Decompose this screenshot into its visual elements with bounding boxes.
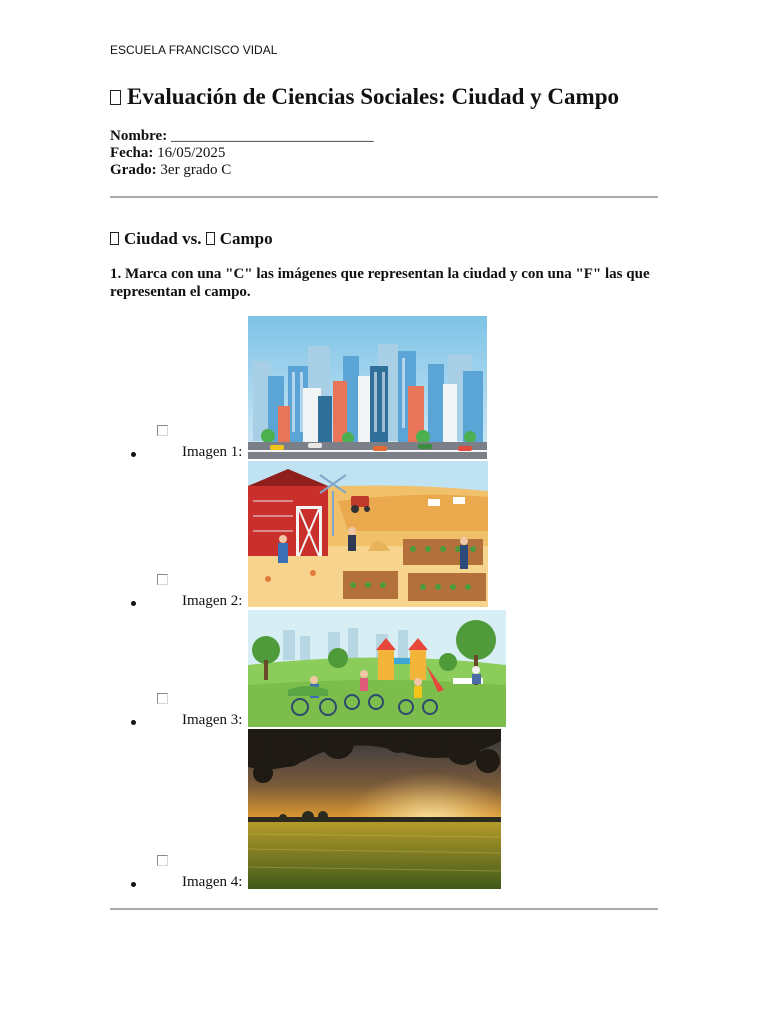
bullet	[131, 601, 136, 606]
divider-bottom	[110, 908, 658, 910]
answer-checkbox[interactable]	[157, 425, 168, 436]
question-text: 1. Marca con una "C" las imágenes que representan la ciudad y con una "F" las que representan el campo.	[110, 266, 650, 300]
answer-checkbox[interactable]	[157, 693, 168, 704]
section-part2: Campo	[219, 229, 273, 248]
image-label: Imagen 4:	[182, 874, 243, 890]
missing-glyph-icon	[110, 232, 119, 245]
image-label: Imagen 2:	[182, 593, 243, 609]
bullet	[131, 720, 136, 725]
farm-image	[248, 461, 488, 607]
image-label: Imagen 3:	[182, 712, 243, 728]
nombre-label: Nombre:	[110, 128, 168, 144]
bullet	[131, 882, 136, 887]
school-name: ESCUELA FRANCISCO VIDAL	[110, 43, 278, 57]
page-title	[110, 84, 619, 110]
missing-glyph-icon	[110, 90, 121, 105]
fecha-value: 16/05/2025	[157, 145, 226, 161]
section-part1: Ciudad vs.	[124, 229, 202, 248]
answer-checkbox[interactable]	[157, 574, 168, 585]
answer-checkbox[interactable]	[157, 855, 168, 866]
field-sunset-image	[248, 729, 501, 889]
missing-glyph-icon	[206, 232, 215, 245]
fecha-line	[110, 145, 373, 162]
city-skyline-image	[248, 316, 487, 459]
section-title	[110, 229, 273, 249]
grado-line	[110, 162, 373, 179]
nombre-blank: ___________________________	[170, 128, 374, 144]
image-label: Imagen 1:	[182, 444, 243, 460]
student-info	[110, 128, 373, 179]
park-image	[248, 610, 506, 727]
grado-value: 3er grado C	[160, 162, 232, 178]
bullet	[131, 452, 136, 457]
grado-label: Grado:	[110, 162, 157, 178]
fecha-label: Fecha:	[110, 145, 154, 161]
nombre-line	[110, 128, 373, 145]
divider-top	[110, 196, 658, 198]
title-text: Evaluación de Ciencias Sociales: Ciudad y Campo	[127, 84, 619, 109]
